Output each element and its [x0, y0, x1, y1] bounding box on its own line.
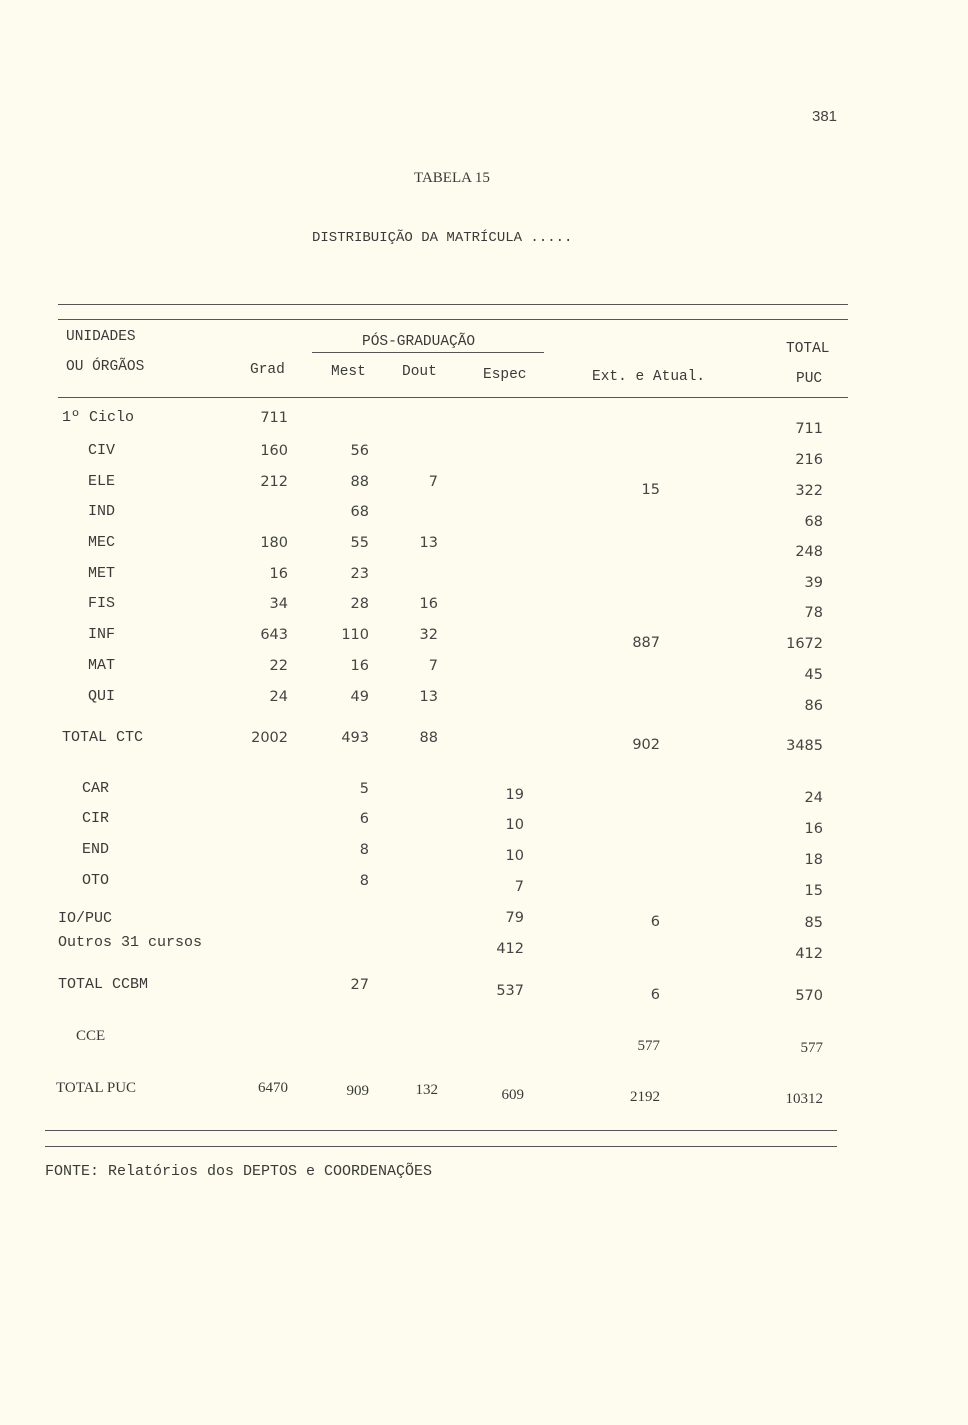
cell-total: 1672 — [786, 636, 823, 652]
cell-mest: 5 — [359, 781, 369, 797]
header-mest: Mest — [331, 364, 366, 380]
cell-ext: 577 — [637, 1038, 660, 1054]
cell-total: 412 — [795, 946, 823, 962]
cell-total: 577 — [800, 1040, 823, 1056]
cell-mest: 8 — [359, 873, 369, 889]
header-total-line2: PUC — [796, 371, 823, 387]
cell-dout: 13 — [419, 689, 438, 705]
cell-dout: 32 — [419, 627, 438, 643]
cell-mest: 49 — [350, 689, 369, 705]
row-unit-label: CCE — [76, 1028, 106, 1044]
header-ext-atual: Ext. e Atual. — [592, 369, 706, 385]
cell-mest: 23 — [350, 566, 369, 582]
cell-mest: 8 — [359, 842, 369, 858]
cell-total: 711 — [795, 421, 823, 437]
cell-espec: 79 — [505, 910, 524, 926]
cell-total: 68 — [804, 514, 823, 530]
cell-espec: 537 — [496, 983, 524, 999]
cell-dout: 13 — [419, 535, 438, 551]
cell-espec: 10 — [505, 848, 524, 864]
cell-total: 78 — [804, 605, 823, 621]
top-rule-1 — [58, 304, 848, 305]
cell-total: 570 — [795, 988, 823, 1004]
row-unit-label: QUI — [88, 688, 116, 705]
cell-mest: 56 — [350, 443, 369, 459]
row-unit-label: MET — [88, 565, 116, 582]
row-unit-label: Outros 31 cursos — [58, 934, 203, 951]
page-number: 381 — [812, 108, 838, 125]
cell-total: 322 — [795, 483, 823, 499]
source-note: FONTE: Relatórios dos DEPTOS e COORDENAÇÕES — [45, 1163, 433, 1180]
cell-total: 45 — [804, 667, 823, 683]
cell-mest: 88 — [350, 474, 369, 490]
cell-total: 16 — [804, 821, 823, 837]
row-unit-label: CAR — [82, 780, 110, 797]
cell-grad: 6470 — [258, 1080, 288, 1096]
row-unit-label: ELE — [88, 473, 116, 490]
cell-mest: 28 — [350, 596, 369, 612]
header-bottom-rule — [58, 397, 848, 398]
cell-mest: 27 — [350, 977, 369, 993]
cell-grad: 16 — [269, 566, 288, 582]
header-units-line1: UNIDADES — [66, 329, 136, 345]
cell-total: 24 — [804, 790, 823, 806]
cell-espec: 609 — [501, 1087, 524, 1103]
cell-dout: 88 — [419, 730, 438, 746]
cell-grad: 24 — [269, 689, 288, 705]
cell-mest: 110 — [341, 627, 369, 643]
cell-grad: 22 — [269, 658, 288, 674]
cell-ext: 15 — [641, 482, 660, 498]
cell-total: 18 — [804, 852, 823, 868]
cell-ext: 6 — [650, 987, 660, 1003]
cell-ext: 902 — [632, 737, 660, 753]
row-unit-label: IND — [88, 503, 116, 520]
row-unit-label: FIS — [88, 595, 116, 612]
cell-total: 85 — [804, 915, 823, 931]
cell-mest: 68 — [350, 504, 369, 520]
top-rule-2 — [58, 319, 848, 320]
cell-mest: 6 — [359, 811, 369, 827]
cell-espec: 19 — [505, 787, 524, 803]
cell-dout: 7 — [428, 474, 438, 490]
cell-total: 10312 — [785, 1091, 823, 1107]
cell-ext: 2192 — [630, 1089, 660, 1105]
table-title: DISTRIBUIÇÃO DA MATRÍCULA ..... — [312, 230, 573, 246]
row-unit-label: IO/PUC — [58, 910, 113, 927]
cell-total: 15 — [804, 883, 823, 899]
bottom-rule-2 — [45, 1146, 837, 1147]
cell-mest: 493 — [341, 730, 369, 746]
header-dout: Dout — [402, 364, 437, 380]
cell-total: 216 — [795, 452, 823, 468]
header-pos-graduacao: PÓS-GRADUAÇÃO — [362, 334, 476, 350]
row-unit-label: END — [82, 841, 110, 858]
cell-mest: 909 — [346, 1083, 369, 1099]
row-unit-label: CIR — [82, 810, 110, 827]
cell-grad: 180 — [260, 535, 288, 551]
cell-ext: 6 — [650, 914, 660, 930]
row-unit-label: TOTAL CCBM — [58, 976, 149, 993]
cell-total: 86 — [804, 698, 823, 714]
header-grad: Grad — [250, 362, 285, 378]
cell-grad: 711 — [260, 410, 288, 426]
cell-mest: 16 — [350, 658, 369, 674]
row-unit-label: MAT — [88, 657, 116, 674]
row-unit-label: TOTAL PUC — [56, 1080, 137, 1096]
cell-total: 3485 — [786, 738, 823, 754]
cell-mest: 55 — [350, 535, 369, 551]
cell-grad: 2002 — [251, 730, 288, 746]
cell-espec: 7 — [514, 879, 524, 895]
cell-dout: 132 — [415, 1082, 438, 1098]
cell-dout: 7 — [428, 658, 438, 674]
row-unit-label: TOTAL CTC — [62, 729, 144, 746]
cell-grad: 643 — [260, 627, 288, 643]
cell-ext: 887 — [632, 635, 660, 651]
header-total-line1: TOTAL — [786, 341, 830, 357]
cell-espec: 412 — [496, 941, 524, 957]
row-unit-label: 1º Ciclo — [62, 409, 135, 426]
header-units-line2: OU ÓRGÃOS — [66, 359, 145, 375]
cell-grad: 212 — [260, 474, 288, 490]
cell-espec: 10 — [505, 817, 524, 833]
cell-grad: 160 — [260, 443, 288, 459]
cell-total: 39 — [804, 575, 823, 591]
row-unit-label: INF — [88, 626, 116, 643]
header-espec: Espec — [483, 367, 527, 383]
row-unit-label: OTO — [82, 872, 110, 889]
cell-grad: 34 — [269, 596, 288, 612]
table-number: TABELA 15 — [414, 170, 490, 186]
row-unit-label: MEC — [88, 534, 116, 551]
row-unit-label: CIV — [88, 442, 116, 459]
cell-dout: 16 — [419, 596, 438, 612]
cell-total: 248 — [795, 544, 823, 560]
bottom-rule-1 — [45, 1130, 837, 1131]
pos-graduacao-underline — [312, 352, 544, 353]
